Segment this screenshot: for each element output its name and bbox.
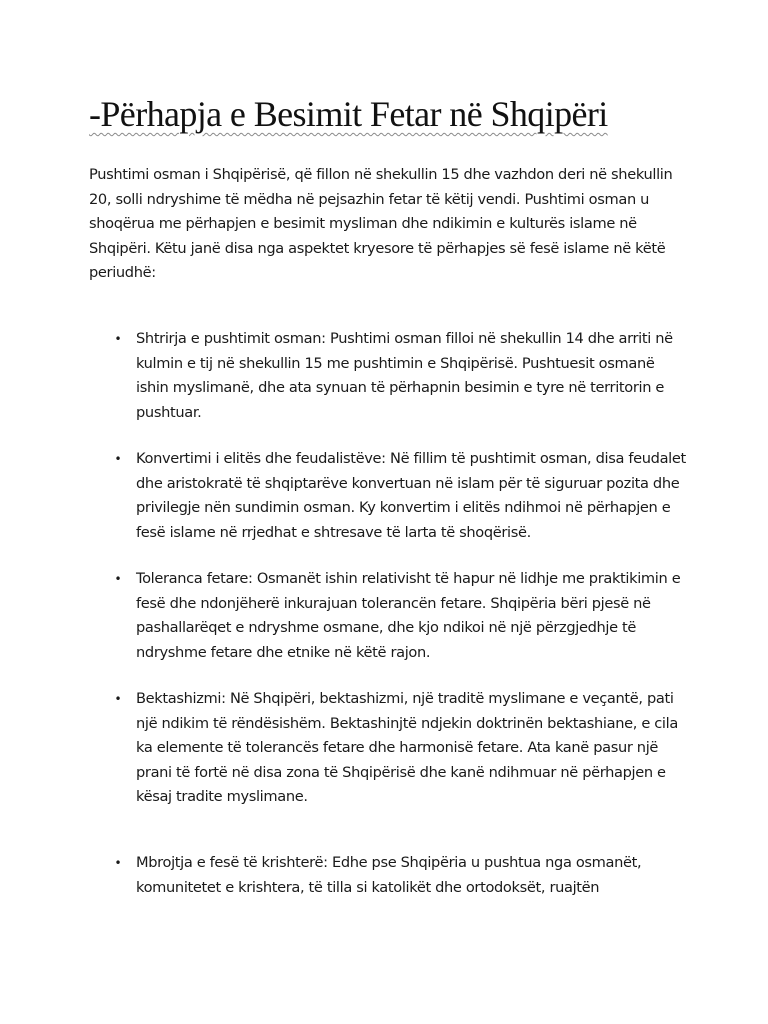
bullet-icon: • <box>114 692 122 706</box>
intro-paragraph: Pushtimi osman i Shqipërisë, që fillon në shekullin 15 dhe vazhdon deri në shekullin 20, solli ndryshime të mëdha në pejsazhin fetar të këtij vendi. Pushtimi osman u shoqërua me përhapjen e besimit mysliman dhe ndikimin e kulturës islame në Shqipëri. Këtu janë disa nga aspektet kryesore të përhapjes së fesë islame në këtë periudhë: <box>89 166 673 282</box>
list-item-text: Toleranca fetare: Osmanët ishin relativisht të hapur në lidhje me praktikimin e fesë dhe ndonjëherë inkurajuan tolerancën fetare. Shqipëria bëri pjesë në pashallarëqet e ndryshme osmane, dhe kjo ndikoi në një përzgjedhje të ndryshme fetare dhe etnike në këtë rajon. <box>136 570 681 661</box>
list-item-text: Bektashizmi: Në Shqipëri, bektashizmi, një traditë myslimane e veçantë, pati një ndikim të rëndësishëm. Bektashinjtë ndjekin doktrinën bektashiane, e cila ka elemente të tolerancës fetare dhe harmonisë fetare. Ata kanë pasur një prani të fortë në disa zona të Shqipërisë dhe kanë ndihmuar në përhapjen e kësaj tradite myslimane. <box>136 690 678 806</box>
bullet-icon: • <box>114 856 122 870</box>
bullet-icon: • <box>114 332 122 346</box>
list-item-text: Konvertimi i elitës dhe feudalistëve: Në fillim të pushtimit osman, disa feudalet dhe aristokratë të shqiptarëve konvertuan në islam për të siguruar pozita dhe privilegje nën sundimin osman. Ky konvertim i elitës ndihmoi në përhapjen e fesë islame në rrjedhat e shtresave të larta të shoqërisë. <box>136 450 686 541</box>
bullet-icon: • <box>114 572 122 586</box>
bullet-icon: • <box>114 452 122 466</box>
list-item-text: Mbrojtja e fesë të krishterë: Edhe pse Shqipëria u pushtua nga osmanët, komunitetet e krishtera, të tilla si katolikët dhe ortodoksët, ruajtën <box>136 854 642 896</box>
document-title: -Përhapja e Besimit Fetar në Shqipëri <box>89 94 608 134</box>
list-item-text: Shtrirja e pushtimit osman: Pushtimi osman filloi në shekullin 14 dhe arriti në kulmin e tij në shekullin 15 me pushtimin e Shqipërisë. Pushtuesit osmanë ishin myslimanë, dhe ata synuan të përhapnin besimin e tyre në territorin e pushtuar. <box>136 330 673 421</box>
